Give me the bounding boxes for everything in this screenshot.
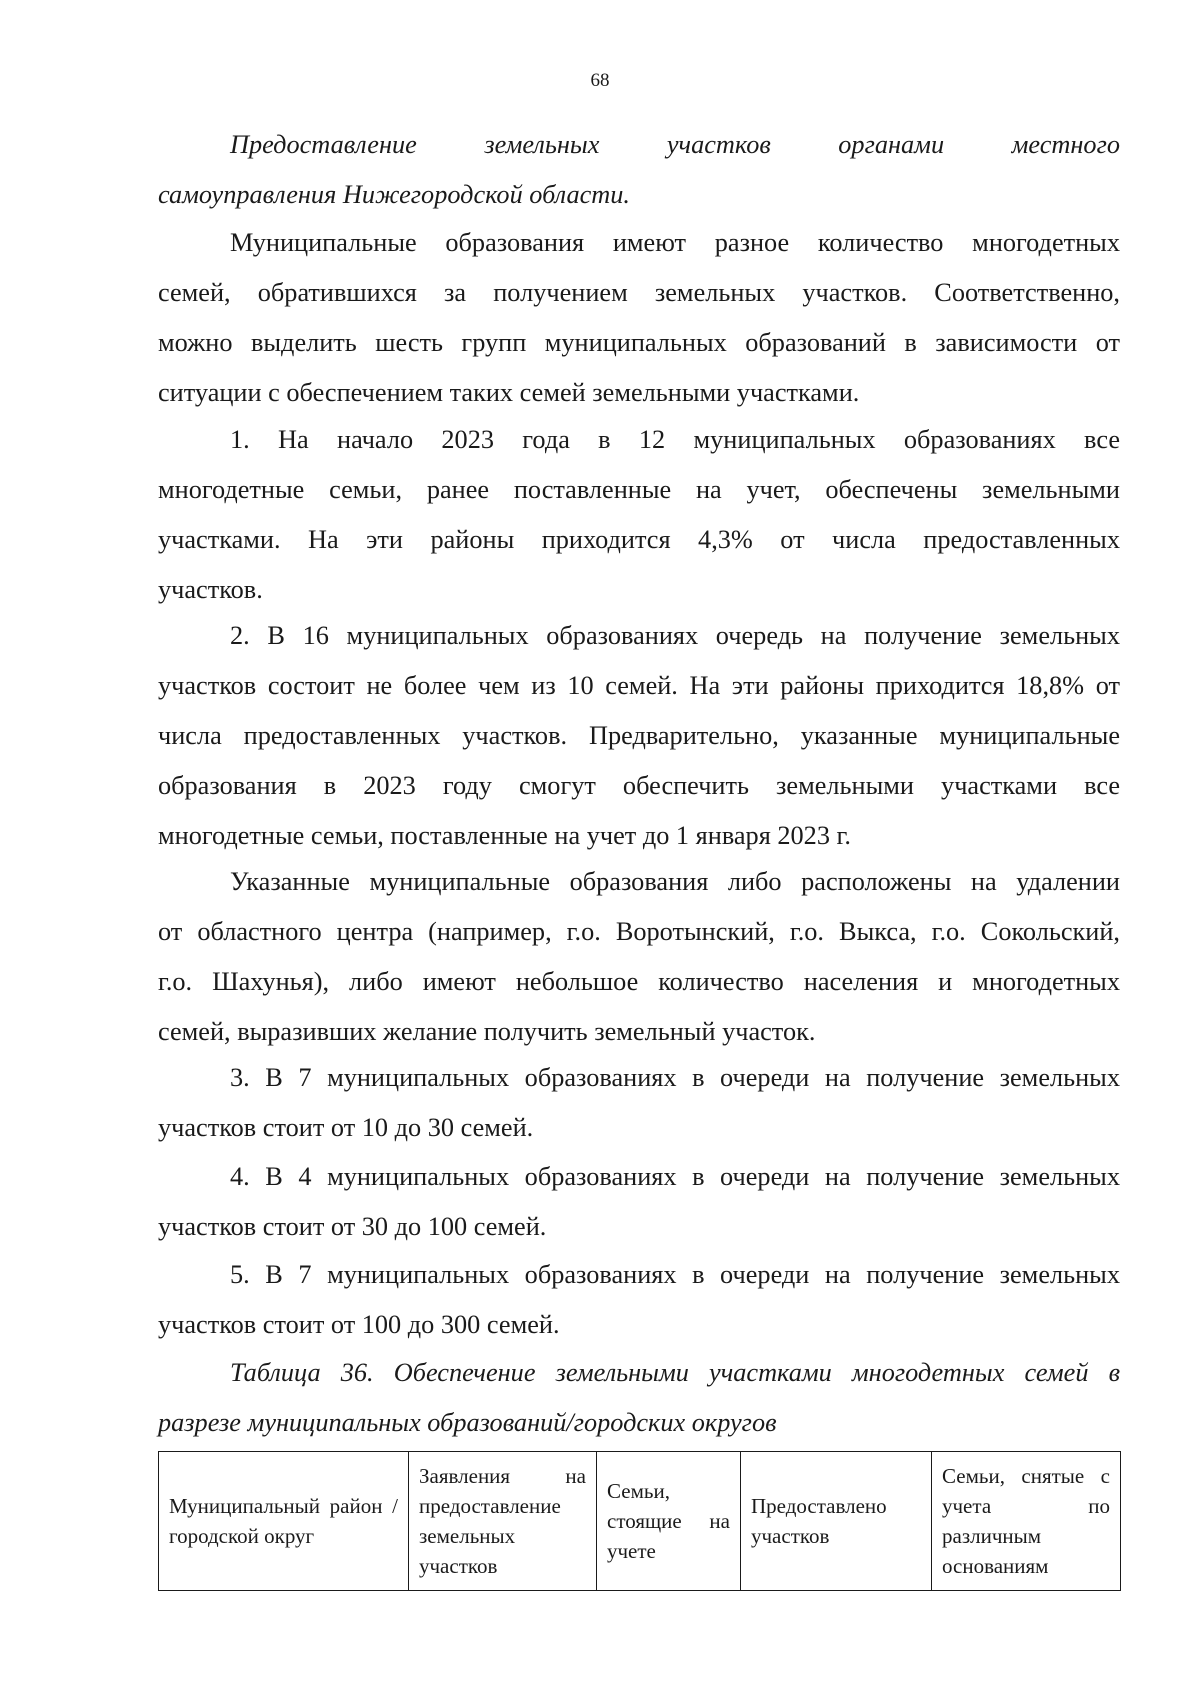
paragraph-line: участками. На эти районы приходится 4,3% от числа предоставленных [158, 525, 1120, 554]
paragraph-line: участков. [158, 575, 263, 604]
paragraph-line: Указанные муниципальные образования либо расположены на удалении [230, 867, 1120, 896]
table-header-row [159, 1452, 1121, 1591]
paragraph-line: ситуации с обеспечением таких семей земельными участками. [158, 378, 860, 407]
paragraph-intro [158, 218, 1120, 418]
paragraph-line: числа предоставленных участков. Предварительно, указанные муниципальные [158, 721, 1120, 750]
table-caption [158, 1348, 1120, 1448]
paragraph-line: от областного центра (например, г.о. Воротынский, г.о. Выкса, г.о. Сокольский, [158, 917, 1120, 946]
paragraph-line: участков стоит от 100 до 300 семей. [158, 1310, 560, 1339]
paragraph-line: семей, выразивших желание получить земельный участок. [158, 1017, 816, 1046]
paragraph-line: Муниципальные образования имеют разное количество многодетных [230, 228, 1120, 257]
paragraph-item-4 [158, 1152, 1120, 1252]
paragraph-line: 4. В 4 муниципальных образованиях в очереди на получение земельных [230, 1162, 1120, 1191]
paragraph-line: многодетные семьи, ранее поставленные на учет, обеспечены земельными [158, 475, 1120, 504]
paragraph-line: г.о. Шахунья), либо имеют небольшое количество населения и многодетных [158, 967, 1120, 996]
paragraph-line: 5. В 7 муниципальных образованиях в очереди на получение земельных [230, 1260, 1120, 1289]
paragraph-line: участков стоит от 30 до 100 семей. [158, 1212, 547, 1241]
section-heading [158, 120, 1120, 220]
paragraph-line: образования в 2023 году смогут обеспечить земельными участками все [158, 771, 1120, 800]
caption-line: разрезе муниципальных образований/городских округов [158, 1408, 777, 1437]
header-cell-families-queued: Семьи, стоящие на учете [597, 1452, 741, 1591]
data-table [158, 1451, 1121, 1591]
paragraph-line: 1. На начало 2023 года в 12 муниципальных образованиях все [230, 425, 1120, 454]
paragraph-line: участков состоит не более чем из 10 семей. На эти районы приходится 18,8% от [158, 671, 1120, 700]
paragraph-line: можно выделить шесть групп муниципальных образований в зависимости от [158, 328, 1120, 357]
header-cell-applications: Заявления на предоставление земельных участков [409, 1452, 597, 1591]
heading-line: Предоставление земельных участков органами местного [230, 130, 1120, 159]
header-cell-plots-provided: Предоставлено участков [741, 1452, 932, 1591]
paragraph-item-1 [158, 415, 1120, 615]
paragraph-line: семей, обратившихся за получением земельных участков. Соответственно, [158, 278, 1120, 307]
paragraph-line: 3. В 7 муниципальных образованиях в очереди на получение земельных [230, 1063, 1120, 1092]
header-cell-district: Муниципальный район / городской округ [159, 1452, 409, 1591]
caption-line: Таблица 36. Обеспечение земельными участками многодетных семей в [230, 1358, 1120, 1387]
paragraph-item-2 [158, 611, 1120, 861]
paragraph-item-3 [158, 1053, 1120, 1153]
paragraph-line: участков стоит от 10 до 30 семей. [158, 1113, 534, 1142]
page-number: 68 [590, 70, 610, 91]
paragraph-examples [158, 857, 1120, 1057]
heading-line: самоуправления Нижегородской области. [158, 180, 630, 209]
paragraph-item-5 [158, 1250, 1120, 1350]
paragraph-line: 2. В 16 муниципальных образованиях очередь на получение земельных [230, 621, 1120, 650]
paragraph-line: многодетные семьи, поставленные на учет до 1 января 2023 г. [158, 821, 851, 850]
header-cell-families-removed: Семьи, снятые с учета по различным основаниям [932, 1452, 1121, 1591]
